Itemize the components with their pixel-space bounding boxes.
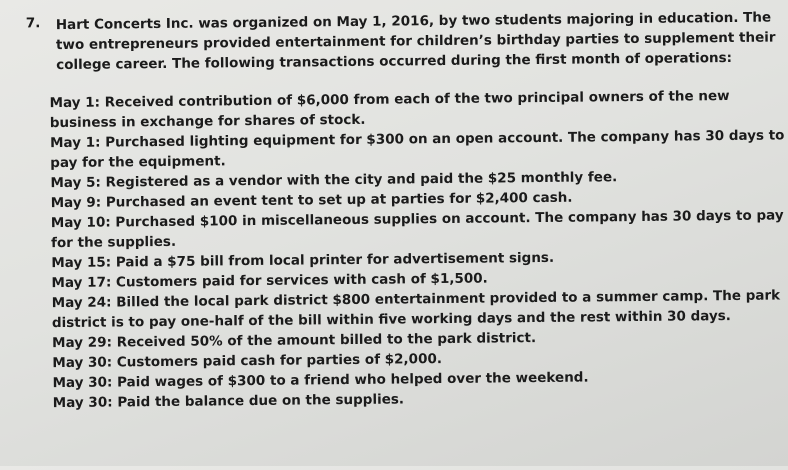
transaction-line: May 15: Paid a $75 bill from local printer for advertisement signs. — [51, 249, 555, 272]
transaction-line: May 30: Paid wages of $300 to a friend who helped over the weekend. — [52, 369, 589, 392]
transaction-line: May 9: Purchased an event tent to set up at parties for $2,400 cash. — [50, 189, 573, 212]
transaction-line: May 30: Customers paid cash for parties of $2,000. — [52, 351, 443, 372]
transaction-line: May 5: Registered as a vendor with the city and paid the $25 monthly fee. — [50, 169, 618, 192]
intro-line: college career. The following transactions occurred during the first month of operations: — [56, 49, 733, 74]
question-number: 7. — [25, 15, 41, 32]
question-intro — [55, 9, 776, 75]
transaction-line: for the supplies. — [51, 233, 177, 252]
transaction-line: district is to pay one-half of the bill within five working days and the rest within 30 days. — [51, 308, 731, 332]
transaction-line: May 1: Received contribution of $6,000 from each of the two principal owners of the new — [49, 88, 730, 112]
transaction-line: May 24: Billed the local park district $800 entertainment provided to a summer camp. The park — [51, 287, 781, 312]
transaction-line: May 17: Customers paid for services with cash of $1,500. — [51, 270, 488, 292]
intro-line: two entrepreneurs provided entertainment for children’s birthday parties to supplement their — [55, 29, 776, 54]
transaction-line: business in exchange for shares of stock. — [49, 111, 366, 132]
transaction-line: May 29: Received 50% of the amount billed to the park district. — [52, 330, 537, 352]
transaction-line: pay for the equipment. — [50, 153, 226, 172]
transaction-line: May 10: Purchased $100 in miscellaneous supplies on account. The company has 30 days to pay — [50, 207, 784, 232]
transaction-list — [49, 87, 785, 413]
intro-line: Hart Concerts Inc. was organized on May 1, 2016, by two students majoring in education. The — [55, 9, 772, 34]
transaction-line: May 30: Paid the balance due on the supplies. — [52, 391, 405, 412]
transaction-line: May 1: Purchased lighting equipment for $300 on an open account. The company has 30 days to — [49, 127, 785, 152]
